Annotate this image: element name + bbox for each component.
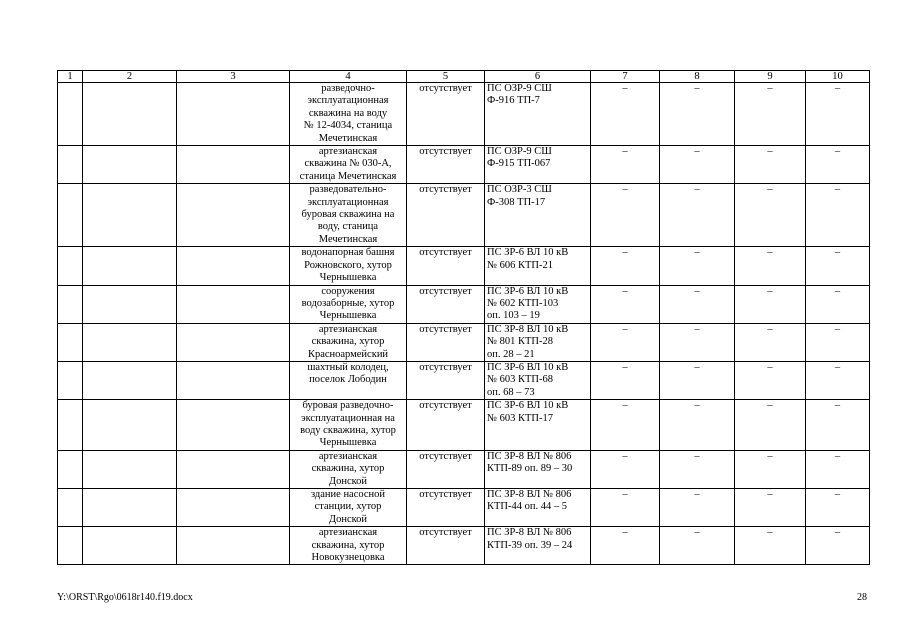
table-row: [58, 400, 870, 451]
dash-cell-col-9: –: [735, 247, 806, 285]
dash-cell-col-10: –: [806, 400, 870, 451]
object-name-line: эксплуатационная: [307, 196, 389, 208]
table-row: [58, 489, 870, 527]
power-source-line: № 603 КТП-68: [487, 374, 554, 386]
power-source-line: ПС ОЗР-9 СШ: [487, 83, 552, 94]
power-source-line: Ф-915 ТП-067: [487, 158, 551, 170]
object-name-line: Чернышевка: [319, 310, 377, 322]
dash-cell-col-10: –: [806, 146, 870, 184]
object-name-cell: [290, 450, 407, 488]
status-cell: отсутствует: [407, 285, 485, 323]
power-source-cell: [485, 184, 591, 247]
power-source-line: КТП-44 оп. 44 – 5: [487, 501, 567, 513]
empty-cell-col-3: [177, 489, 290, 527]
empty-cell-col-2: [83, 247, 177, 285]
object-name-line: № 12-4034, станица: [303, 120, 393, 132]
empty-cell-col-1: [58, 323, 83, 361]
table-row: [58, 247, 870, 285]
power-source-cell: [485, 247, 591, 285]
status-cell: отсутствует: [407, 527, 485, 565]
dash-cell-col-10: –: [806, 247, 870, 285]
empty-cell-col-2: [83, 323, 177, 361]
power-source-cell: [485, 146, 591, 184]
power-source-line: ПС ОЗР-9 СШ: [487, 146, 552, 158]
empty-cell-col-2: [83, 527, 177, 565]
object-name-line: Донской: [328, 475, 368, 487]
dash-cell-col-8: –: [660, 285, 735, 323]
dash-cell-col-8: –: [660, 323, 735, 361]
power-source-line: оп. 68 – 73: [487, 386, 535, 398]
object-name-cell: [290, 323, 407, 361]
power-source-cell: [485, 83, 591, 146]
status-cell: отсутствует: [407, 146, 485, 184]
power-source-line: ПС ЗР-8 ВЛ № 806: [487, 450, 572, 462]
dash-cell-col-7: –: [591, 285, 660, 323]
empty-cell-col-2: [83, 361, 177, 399]
power-source-line: ПС ЗР-6 ВЛ 10 кВ: [487, 400, 569, 412]
object-name-line: артезианская: [318, 450, 378, 462]
empty-cell-col-3: [177, 285, 290, 323]
dash-cell-col-10: –: [806, 285, 870, 323]
object-name-line: эксплуатационная: [307, 95, 389, 107]
table-row: [58, 361, 870, 399]
dash-cell-col-10: –: [806, 361, 870, 399]
dash-cell-col-9: –: [735, 400, 806, 451]
empty-cell-col-2: [83, 184, 177, 247]
dash-cell-col-9: –: [735, 323, 806, 361]
power-source-cell: [485, 527, 591, 565]
col-header-2: 2: [83, 71, 177, 83]
dash-cell-col-7: –: [591, 247, 660, 285]
dash-cell-col-8: –: [660, 400, 735, 451]
power-source-cell: [485, 400, 591, 451]
object-name-line: Чернышевка: [319, 272, 377, 284]
dash-cell-col-8: –: [660, 146, 735, 184]
object-name-line: артезианская: [318, 146, 378, 158]
power-source-line: № 801 КТП-28: [487, 336, 554, 348]
object-name-line: буровая разведочно-: [302, 400, 394, 412]
power-source-cell: [485, 450, 591, 488]
col-header-6: 6: [485, 71, 591, 83]
power-source-line: ПС ЗР-8 ВЛ № 806: [487, 527, 572, 539]
dash-cell-col-9: –: [735, 184, 806, 247]
empty-cell-col-1: [58, 83, 83, 146]
power-source-cell: [485, 489, 591, 527]
empty-cell-col-3: [177, 361, 290, 399]
power-source-line: оп. 103 – 19: [487, 310, 540, 322]
empty-cell-col-2: [83, 146, 177, 184]
dash-cell-col-8: –: [660, 361, 735, 399]
object-name-line: здание насосной: [310, 489, 386, 500]
dash-cell-col-7: –: [591, 400, 660, 451]
col-header-10: 10: [806, 71, 870, 83]
object-name-line: воду скважина, хутор: [300, 424, 396, 436]
power-source-line: ПС ОЗР-3 СШ: [487, 184, 552, 196]
empty-cell-col-1: [58, 184, 83, 247]
object-name-cell: [290, 83, 407, 146]
object-name-line: скважина, хутор: [311, 463, 385, 475]
object-name-line: буровая скважина на: [301, 209, 395, 221]
col-header-9: 9: [735, 71, 806, 83]
dash-cell-col-7: –: [591, 361, 660, 399]
empty-cell-col-1: [58, 450, 83, 488]
dash-cell-col-8: –: [660, 184, 735, 247]
empty-cell-col-1: [58, 361, 83, 399]
object-name-cell: [290, 400, 407, 451]
empty-cell-col-1: [58, 400, 83, 451]
footer-file-path: Y:\ORST\Rgo\0618r140.f19.docx: [57, 592, 193, 603]
object-name-line: эксплуатационная на: [301, 412, 395, 424]
status-cell: отсутствует: [407, 361, 485, 399]
object-name-line: скважина № 030-А,: [304, 158, 392, 170]
object-name-cell: [290, 361, 407, 399]
table-row: [58, 323, 870, 361]
status-cell: отсутствует: [407, 450, 485, 488]
empty-cell-col-3: [177, 146, 290, 184]
power-source-line: № 606 КТП-21: [487, 259, 554, 271]
status-cell: отсутствует: [407, 83, 485, 146]
dash-cell-col-8: –: [660, 450, 735, 488]
object-name-line: скважина, хутор: [311, 336, 385, 348]
object-name-cell: [290, 247, 407, 285]
object-name-cell: [290, 184, 407, 247]
object-name-line: водозаборные, хутор: [301, 297, 395, 309]
power-source-cell: [485, 323, 591, 361]
empty-cell-col-3: [177, 184, 290, 247]
empty-cell-col-1: [58, 285, 83, 323]
power-source-cell: [485, 361, 591, 399]
footer-page-number: 28: [857, 592, 867, 603]
col-header-3: 3: [177, 71, 290, 83]
object-name-cell: [290, 527, 407, 565]
dash-cell-col-7: –: [591, 450, 660, 488]
empty-cell-col-3: [177, 323, 290, 361]
dash-cell-col-9: –: [735, 361, 806, 399]
table-row: [58, 146, 870, 184]
object-name-line: шахтный колодец,: [307, 361, 389, 373]
col-header-5: 5: [407, 71, 485, 83]
power-source-line: Ф-308 ТП-17: [487, 196, 546, 208]
status-cell: отсутствует: [407, 247, 485, 285]
status-cell: отсутствует: [407, 184, 485, 247]
dash-cell-col-7: –: [591, 323, 660, 361]
power-source-line: оп. 28 – 21: [487, 348, 535, 360]
status-cell: отсутствует: [407, 400, 485, 451]
dash-cell-col-9: –: [735, 83, 806, 146]
dash-cell-col-9: –: [735, 450, 806, 488]
empty-cell-col-1: [58, 146, 83, 184]
dash-cell-col-9: –: [735, 527, 806, 565]
dash-cell-col-10: –: [806, 83, 870, 146]
object-name-line: Новокузнецовка: [311, 552, 385, 564]
object-name-line: Мечетинская: [318, 233, 378, 245]
power-source-line: ПС ЗР-6 ВЛ 10 кВ: [487, 247, 569, 259]
object-name-line: разведовательно-: [309, 184, 387, 196]
object-name-line: станции, хутор: [314, 501, 382, 513]
power-source-line: КТП-39 оп. 39 – 24: [487, 539, 573, 551]
empty-cell-col-1: [58, 247, 83, 285]
object-name-line: водонапорная башня: [301, 247, 395, 259]
table-body: [58, 83, 870, 565]
dash-cell-col-7: –: [591, 489, 660, 527]
status-cell: отсутствует: [407, 489, 485, 527]
table-row: [58, 184, 870, 247]
empty-cell-col-2: [83, 400, 177, 451]
dash-cell-col-9: –: [735, 285, 806, 323]
object-name-line: Мечетинская: [318, 132, 378, 144]
col-header-8: 8: [660, 71, 735, 83]
dash-cell-col-7: –: [591, 146, 660, 184]
dash-cell-col-7: –: [591, 527, 660, 565]
dash-cell-col-8: –: [660, 83, 735, 146]
data-table: [57, 70, 870, 565]
table-row: [58, 83, 870, 146]
table-row: [58, 285, 870, 323]
col-header-7: 7: [591, 71, 660, 83]
object-name-line: воду, станица: [317, 221, 379, 233]
dash-cell-col-8: –: [660, 527, 735, 565]
power-source-line: ПС ЗР-8 ВЛ 10 кВ: [487, 323, 569, 335]
dash-cell-col-7: –: [591, 83, 660, 146]
object-name-line: Красноармейский: [307, 348, 389, 360]
power-source-line: ПС ЗР-6 ВЛ 10 кВ: [487, 361, 569, 373]
header-row: [58, 71, 870, 83]
power-source-line: Ф-916 ТП-7: [487, 95, 540, 107]
empty-cell-col-2: [83, 489, 177, 527]
empty-cell-col-1: [58, 489, 83, 527]
power-source-line: КТП-89 оп. 89 – 30: [487, 463, 573, 475]
status-cell: отсутствует: [407, 323, 485, 361]
dash-cell-col-10: –: [806, 489, 870, 527]
dash-cell-col-10: –: [806, 323, 870, 361]
dash-cell-col-9: –: [735, 146, 806, 184]
table-row: [58, 527, 870, 565]
col-header-1: 1: [58, 71, 83, 83]
empty-cell-col-1: [58, 527, 83, 565]
empty-cell-col-2: [83, 83, 177, 146]
power-source-line: ПС ЗР-6 ВЛ 10 кВ: [487, 285, 569, 297]
empty-cell-col-3: [177, 83, 290, 146]
empty-cell-col-3: [177, 400, 290, 451]
power-source-line: № 602 КТП-103: [487, 297, 559, 309]
object-name-line: артезианская: [318, 323, 378, 335]
dash-cell-col-10: –: [806, 450, 870, 488]
col-header-4: 4: [290, 71, 407, 83]
object-name-cell: [290, 489, 407, 527]
dash-cell-col-8: –: [660, 489, 735, 527]
dash-cell-col-8: –: [660, 247, 735, 285]
empty-cell-col-2: [83, 450, 177, 488]
power-source-cell: [485, 285, 591, 323]
object-name-cell: [290, 285, 407, 323]
object-name-line: станица Мечетинская: [299, 170, 397, 182]
dash-cell-col-10: –: [806, 184, 870, 247]
power-source-line: ПС ЗР-8 ВЛ № 806: [487, 489, 572, 500]
object-name-line: Рожновского, хутор: [304, 259, 392, 271]
object-name-line: скважина, хутор: [311, 539, 385, 551]
object-name-line: поселок Лободин: [309, 374, 387, 386]
object-name-cell: [290, 146, 407, 184]
empty-cell-col-3: [177, 527, 290, 565]
object-name-line: скважина на воду: [308, 107, 388, 119]
empty-cell-col-3: [177, 247, 290, 285]
dash-cell-col-10: –: [806, 527, 870, 565]
dash-cell-col-9: –: [735, 489, 806, 527]
empty-cell-col-2: [83, 285, 177, 323]
object-name-line: Донской: [328, 513, 368, 525]
empty-cell-col-3: [177, 450, 290, 488]
dash-cell-col-7: –: [591, 184, 660, 247]
table-row: [58, 450, 870, 488]
object-name-line: разведочно-: [321, 83, 375, 94]
power-source-line: № 603 КТП-17: [487, 412, 554, 424]
object-name-line: артезианская: [318, 527, 378, 539]
object-name-line: сооружения: [321, 285, 375, 297]
object-name-line: Чернышевка: [319, 437, 377, 449]
